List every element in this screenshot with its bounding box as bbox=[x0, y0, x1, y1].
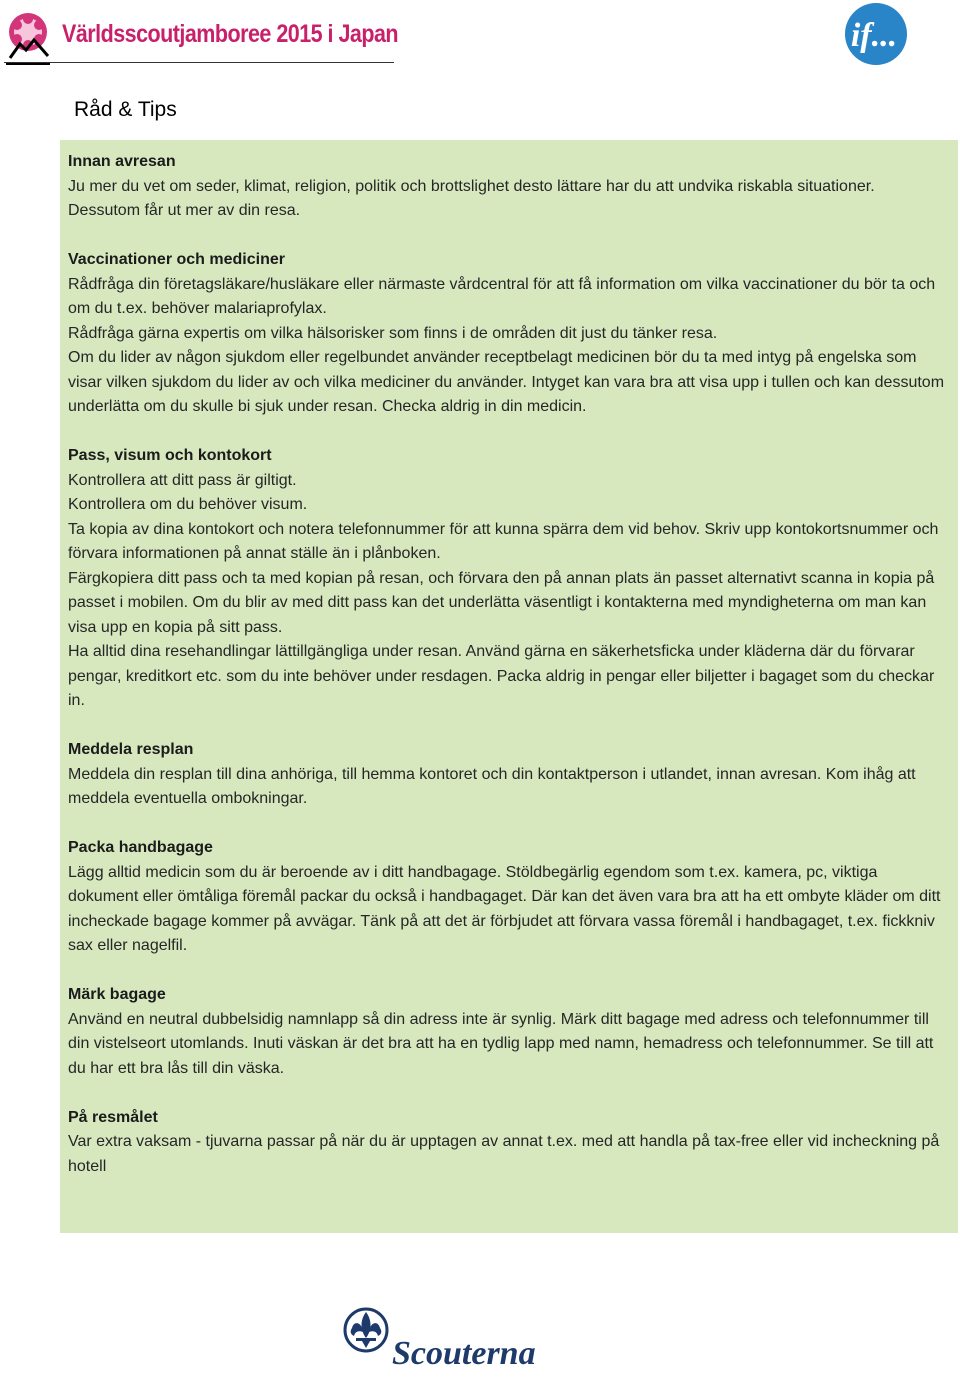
section-paragraph: Rådfråga gärna expertis om vilka hälsorisker som finns i de områden dit just du tänker resa. bbox=[68, 324, 718, 342]
tips-section bbox=[68, 738, 950, 812]
section-title: Pass, visum och kontokort bbox=[68, 447, 272, 464]
jamboree-title: Världsscoutjamboree 2015 i Japan bbox=[62, 20, 399, 48]
section-title: På resmålet bbox=[68, 1108, 158, 1126]
section-body bbox=[68, 175, 950, 224]
section-body bbox=[68, 763, 950, 812]
fleur-de-lis-icon bbox=[345, 1309, 387, 1351]
if-logo-text: if... bbox=[850, 17, 898, 54]
section-title: Meddela resplan bbox=[68, 741, 194, 758]
section-paragraph: Rådfråga din företagsläkare/husläkare eller närmaste vårdcentral för att få information om vilka vaccinationer du bör ta och om du t.ex. behöver malariaprofylax. bbox=[68, 275, 936, 317]
section-title: Packa handbagage bbox=[68, 839, 213, 856]
tips-section bbox=[68, 1106, 950, 1180]
tips-section bbox=[68, 248, 950, 420]
page-header bbox=[0, 0, 960, 70]
if-logo bbox=[844, 2, 908, 66]
section-paragraph: Ta kopia av dina kontokort och notera telefonnummer för att kunna spärra dem vid behov. Skriv upp kontokortsnummer och förvara informationen på annat ställe än i plånboken. bbox=[68, 520, 939, 562]
section-paragraph: Kontrollera att ditt pass är giltigt. bbox=[68, 471, 297, 489]
tips-section bbox=[68, 983, 950, 1081]
section-paragraph: Om du lider av någon sjukdom eller regelbundet använder receptbelagt medicinen bör du ta med intyg på engelska som visar vilken sjukdom du lider av och vilka mediciner du använder. Intyget kan vara bra att visa upp i tullen och kan dessutom underlätta om du skulle bi sjuk under resan. Checka aldrig in din medicin. bbox=[68, 349, 945, 415]
section-paragraph: Var extra vaksam - tjuvarna passar på när du är upptagen av annat t.ex. med att handla på tax-free eller vid incheckning på hotell bbox=[68, 1133, 940, 1175]
section-body bbox=[68, 469, 950, 714]
section-body bbox=[68, 1008, 950, 1082]
scouterna-logo bbox=[340, 1300, 570, 1372]
tips-section bbox=[68, 836, 950, 959]
page-title: Råd & Tips bbox=[74, 98, 177, 121]
section-paragraph: Lägg alltid medicin som du är beroende av i ditt handbagage. Stöldbegärlig egendom som t.ex. kamera, pc, viktiga dokument eller ömtåliga föremål packar du också i handbagaget. Där kan det även vara bra att ha ett ombyte kläder om ditt incheckade bagage kommer på avvägar. Tänk på att det är förbjudet att förvara vassa föremål i handbagaget, t.ex. fickkniv sax eller nagelfil. bbox=[68, 863, 941, 954]
section-title: Vaccinationer och mediciner bbox=[68, 251, 285, 268]
header-divider bbox=[4, 62, 394, 63]
section-body bbox=[68, 273, 950, 420]
tips-section bbox=[68, 150, 950, 224]
tips-section bbox=[68, 444, 950, 714]
section-body bbox=[68, 861, 950, 959]
tips-box bbox=[60, 140, 958, 1233]
section-paragraph: Kontrollera om du behöver visum. bbox=[68, 496, 308, 513]
section-paragraph: Ju mer du vet om seder, klimat, religion, politik och brottslighet desto lättare har du att undvika riskabla situationer. Dessutom får ut mer av din resa. bbox=[68, 177, 875, 219]
section-title: Innan avresan bbox=[68, 153, 176, 170]
section-title: Märk bagage bbox=[68, 986, 166, 1003]
section-paragraph: Färgkopiera ditt pass och ta med kopian på resan, och förvara den på annan plats än passet alternativt scanna in kopia på passet i mobilen. Om du blir av med ditt pass kan det underlätta väsentligt i kontakterna med myndigheterna om man kan visa upp en kopia på sitt pass. bbox=[68, 569, 935, 636]
section-body bbox=[68, 1130, 950, 1179]
jamboree-logo bbox=[4, 10, 54, 66]
section-paragraph: Meddela din resplan till dina anhöriga, till hemma kontoret och din kontaktperson i utlandet, innan avresan. Kom ihåg att meddela eventuella ombokningar. bbox=[68, 765, 916, 807]
scouterna-logo-text: Scouterna bbox=[392, 1335, 536, 1372]
section-paragraph: Ha alltid dina resehandlingar lättillgängliga under resan. Använd gärna en säkerhetsficka under kläderna där du förvarar pengar, kreditkort etc. som du inte behöver under resdagen. Packa aldrig in pengar eller biljetter i bagaget som du checkar in. bbox=[68, 643, 935, 709]
section-paragraph: Använd en neutral dubbelsidig namnlapp så din adress inte är synlig. Märk ditt bagage med adress och telefonnummer till din vistelseort utomlands. Inuti väskan är det bra att ha en tydlig lapp med namn, hemadress och telefonnummer. Se till att du har ett bra lås till din väska. bbox=[68, 1010, 934, 1077]
